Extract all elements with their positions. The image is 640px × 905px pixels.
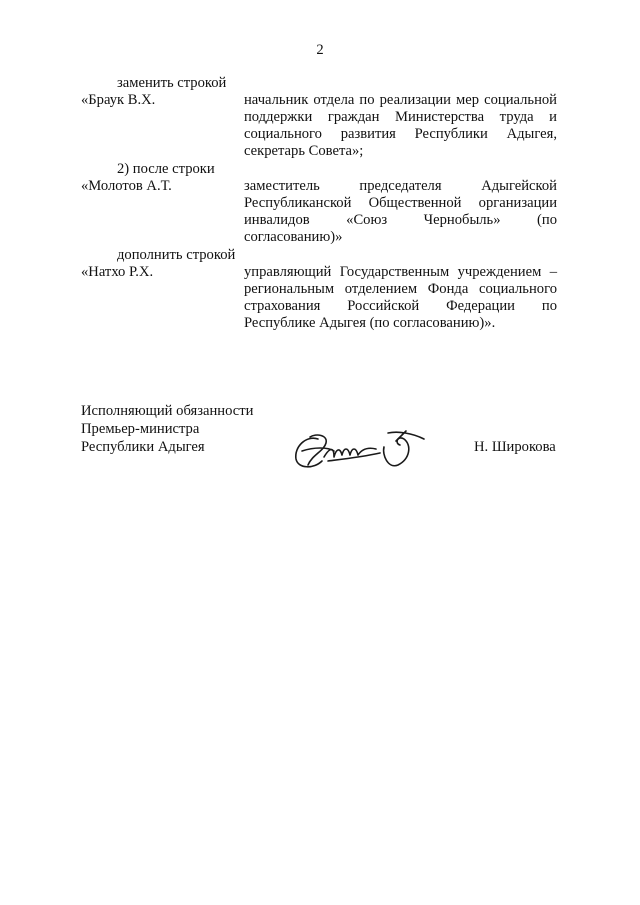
handwritten-signature (288, 425, 438, 475)
instruction-replace: заменить строкой (117, 75, 227, 91)
person-name-molotov: «Молотов А.Т. (81, 178, 172, 194)
position-molotov: заместитель председателя Адыгейской Республиканской Общественной организации инвалидов «Союз Чернобыль» (по согласованию)» (244, 178, 557, 245)
instruction-after: 2) после строки (117, 161, 215, 177)
position-brauk: начальник отдела по реализации мер социальной поддержки граждан Министерства труда и социального развития Республики Адыгея, секретарь Совета»; (244, 92, 557, 159)
signatory-title-line: Премьер-министра (81, 421, 200, 437)
person-name-brauk: «Браук В.Х. (81, 92, 156, 108)
signatory-title-line: Республики Адыгея (81, 439, 205, 455)
signer-name: Н. Широкова (474, 439, 556, 455)
signatory-title (81, 403, 253, 457)
person-name-natkho: «Натхо Р.Х. (81, 264, 154, 280)
instruction-add: дополнить строкой (117, 247, 236, 263)
position-natkho: управляющий Государственным учреждением – региональным отделением Фонда социального страхования Российской Федерации по Республике Адыгея (по согласованию)». (244, 264, 557, 331)
page-number: 2 (316, 42, 324, 58)
signatory-title-line: Исполняющий обязанности (81, 403, 254, 419)
